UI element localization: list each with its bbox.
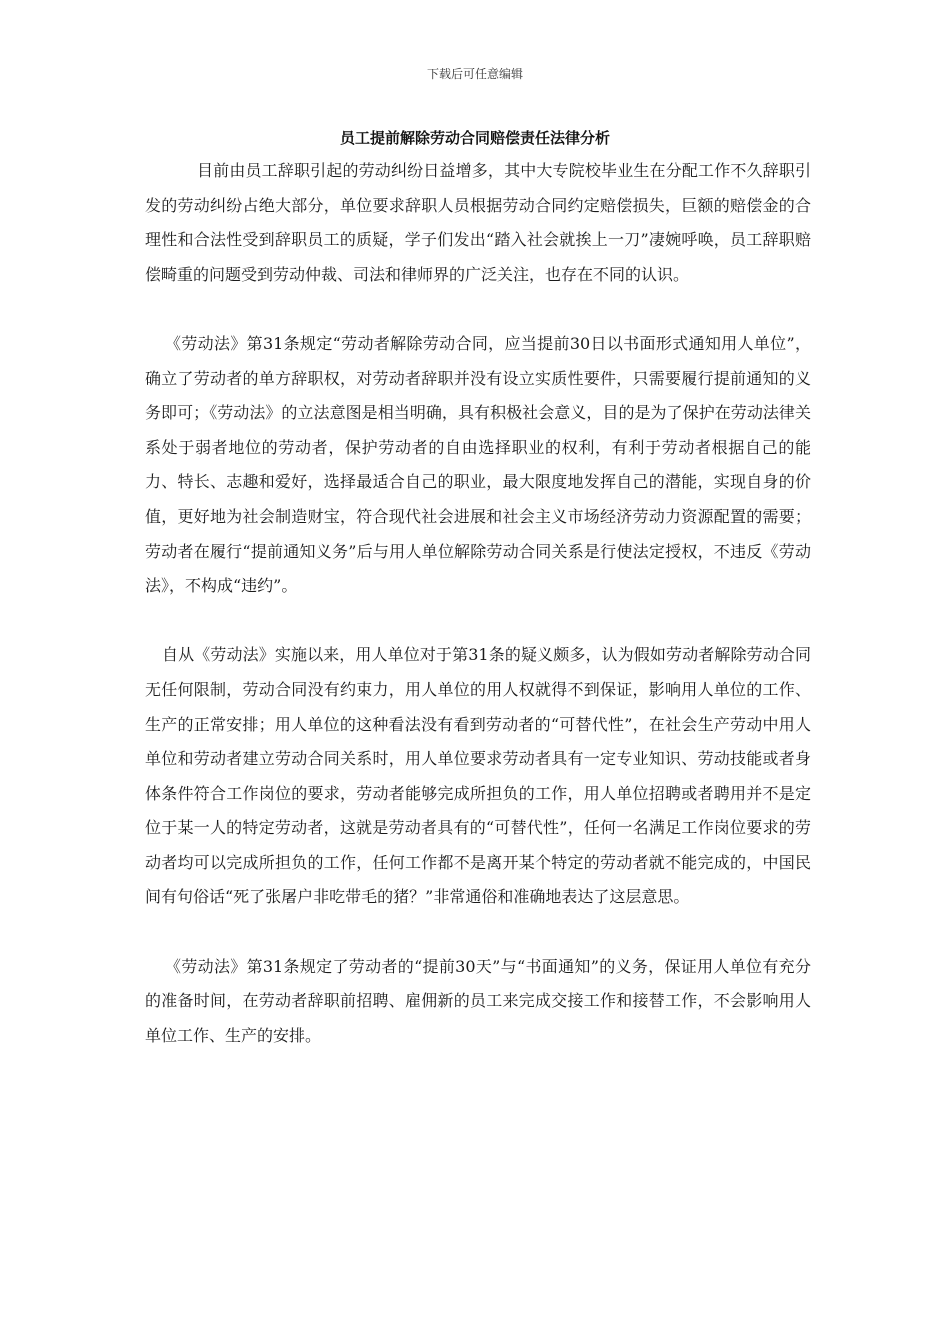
paragraph-2: 《劳动法》第31条规定“劳动者解除劳动合同，应当提前30日以书面形式通知用人单位”，确立了劳动者的单方辞职权，对劳动者辞职并没有设立实质性要件，只需要履行提前通知的义务即可；《劳动法》的立法意图是相当明确，具有积极社会意义，目的是为了保护在劳动法律关系处于弱者地位的劳动者，保护劳动者的自由选择职业的权利，有利于劳动者根据自己的能力、特长、志趣和爱好，选择最适合自己的职业，最大限度地发挥自己的潜能，实现自身的价值，更好地为社会制造财宝，符合现代社会进展和社会主义市场经济劳动力资源配置的需要；劳动者在履行“提前通知义务”后与用人单位解除劳动合同关系是行使法定授权，不违反《劳动法》，不构成“违约”。 [145, 333, 811, 596]
paragraph-gap [145, 604, 811, 639]
paragraph-1: 目前由员工辞职引起的劳动纠纷日益增多，其中大专院校毕业生在分配工作不久辞职引发的劳动纠纷占绝大部分，单位要求辞职人员根据劳动合同约定赔偿损失，巨额的赔偿金的合理性和合法性受到辞职员工的质疑，学子们发出“踏入社会就挨上一刀”凄婉呼唤，员工辞职赔偿畸重的问题受到劳动仲裁、司法和律师界的广泛关注，也存在不同的认识。 [145, 161, 811, 284]
header-note: 下载后可任意编辑 [426, 67, 523, 81]
paragraph-gap [145, 292, 811, 327]
document-title: 员工提前解除劳动合同赔偿责任法律分析 [339, 129, 610, 147]
paragraph-3: 自从《劳动法》实施以来，用人单位对于第31条的疑义颇多，认为假如劳动者解除劳动合同无任何限制，劳动合同没有约束力，用人单位的用人权就得不到保证，影响用人单位的工作、生产的正常安排；用人单位的这种看法没有看到劳动者的“可替代性”，在社会生产劳动中用人单位和劳动者建立劳动合同关系时，用人单位要求劳动者具有一定专业知识、劳动技能或者身体条件符合工作岗位的要求，劳动者能够完成所担负的工作，用人单位招聘或者聘用并不是定位于某一人的特定劳动者，这就是劳动者具有的“可替代性”，任何一名满足工作岗位要求的劳动者均可以完成所担负的工作，任何工作都不是离开某个特定的劳动者就不能完成的，中国民间有句俗话“死了张屠户非吃带毛的猪？”非常通俗和准确地表达了这层意思。 [145, 645, 811, 907]
document-body [145, 154, 811, 1053]
paragraph-4: 《劳动法》第31条规定了劳动者的“提前30天”与“书面通知”的义务，保证用人单位有充分的准备时间，在劳动者辞职前招聘、雇佣新的员工来完成交接工作和接替工作，不会影响用人单位工作、生产的安排。 [145, 956, 811, 1045]
paragraph-gap [145, 915, 811, 950]
